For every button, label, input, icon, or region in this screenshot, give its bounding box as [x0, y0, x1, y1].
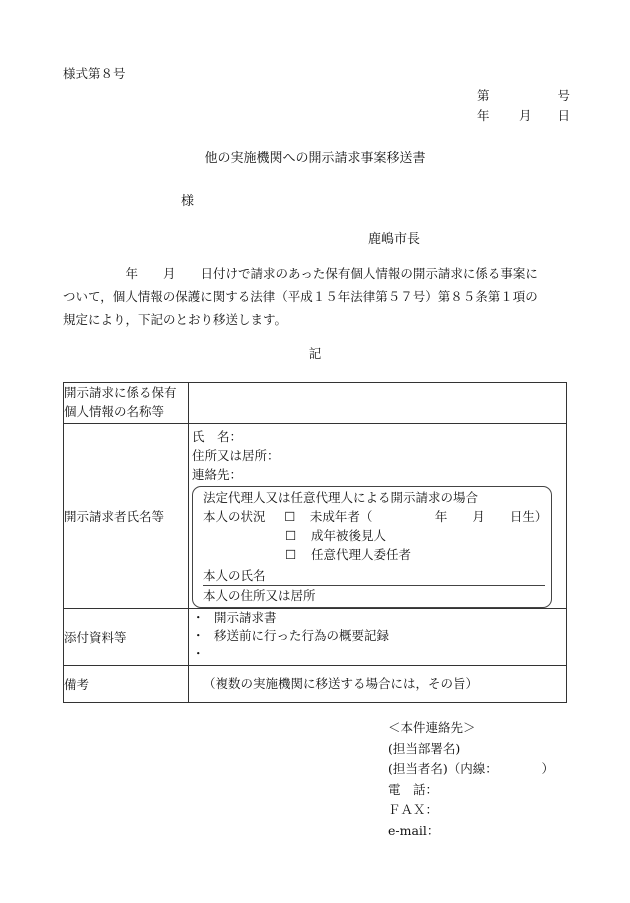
- table-row: [64, 424, 567, 609]
- table-row: [64, 383, 567, 424]
- date-year: 年: [477, 108, 490, 123]
- agent-title: 法定代理人又は任意代理人による開示請求の場合: [203, 490, 479, 505]
- status-row-proxy: [203, 545, 545, 564]
- addressee: 様: [181, 194, 195, 209]
- table-row: [64, 609, 567, 666]
- attachment-item: [192, 609, 566, 627]
- attachment-item: [192, 627, 566, 645]
- ki-heading: 記: [308, 346, 322, 361]
- contact-fax: ＦＡＸ：: [388, 802, 439, 817]
- principal-address-field[interactable]: 本人の住所又は居所: [203, 588, 316, 603]
- requester-contact-field[interactable]: 連絡先：: [192, 467, 243, 482]
- attachment-label: 移送前に行った行為の概要記録: [214, 628, 390, 643]
- attachments-cell: [189, 609, 567, 666]
- row-label-attachments: 添付資料等: [64, 609, 189, 666]
- contact-heading: ＜本件連絡先＞: [388, 720, 476, 735]
- sender: 鹿嶋市長: [368, 232, 421, 247]
- body-line: 規定により，下記のとおり移送します。: [63, 312, 288, 327]
- label-line: 開示請求に係る保有: [64, 385, 177, 400]
- checkbox-icon[interactable]: ☐: [284, 509, 296, 524]
- remarks-cell[interactable]: [189, 666, 567, 703]
- contact-person: (担当者名)（内線： ）: [388, 761, 555, 776]
- adult-ward-option: 成年被後見人: [311, 528, 387, 543]
- checkbox-icon[interactable]: ☐: [285, 528, 297, 543]
- status-row-ward: [203, 526, 545, 545]
- minor-option: 未成年者（ 年 月 日生）: [309, 509, 548, 524]
- remarks-note: （複数の実施機関に移送する場合には，その旨）: [203, 676, 479, 691]
- date-month: 月: [519, 108, 532, 123]
- contact-block: [388, 718, 554, 841]
- status-label: 本人の状況: [203, 509, 266, 524]
- status-row-minor: [203, 507, 548, 526]
- bullet-icon: ・: [192, 628, 205, 643]
- requester-cell: [189, 424, 567, 609]
- agent-request-box: [192, 486, 552, 608]
- form-number: 様式第８号: [63, 66, 126, 81]
- body-line: 年 月 日付けで請求のあった保有個人情報の開示請求に係る事案に: [63, 266, 538, 281]
- document-title: 他の実施機関への開示請求事案移送書: [204, 151, 426, 166]
- row-label-info-name: [64, 383, 189, 424]
- table-row: [64, 666, 567, 703]
- number-prefix: 第: [477, 88, 490, 103]
- info-name-cell[interactable]: [189, 383, 567, 424]
- body-line: ついて，個人情報の保護に関する法律（平成１５年法律第５７号）第８５条第１項の: [63, 289, 538, 304]
- attachment-item[interactable]: [192, 645, 566, 663]
- body-paragraph: [63, 262, 573, 331]
- row-label-remarks: 備考: [64, 666, 189, 703]
- date-day: 日: [557, 108, 570, 123]
- checkbox-icon[interactable]: ☐: [285, 547, 297, 562]
- bullet-icon: ・: [192, 646, 205, 661]
- requester-name-field[interactable]: 氏 名：: [192, 429, 243, 444]
- requester-address-field[interactable]: 住所又は居所：: [192, 448, 280, 463]
- row-label-requester: 開示請求者氏名等: [64, 424, 189, 609]
- proxy-option: 任意代理人委任者: [311, 547, 412, 562]
- contact-dept: (担当部署名): [388, 740, 461, 756]
- transfer-table: [63, 382, 567, 703]
- contact-tel: 電 話：: [388, 781, 439, 797]
- contact-email: e-mail：: [388, 822, 440, 838]
- attachment-label: 開示請求書: [214, 610, 277, 625]
- principal-name-field[interactable]: 本人の氏名: [203, 566, 545, 586]
- bullet-icon: ・: [192, 610, 205, 625]
- number-suffix: 号: [557, 88, 570, 103]
- label-line: 個人情報の名称等: [64, 404, 165, 419]
